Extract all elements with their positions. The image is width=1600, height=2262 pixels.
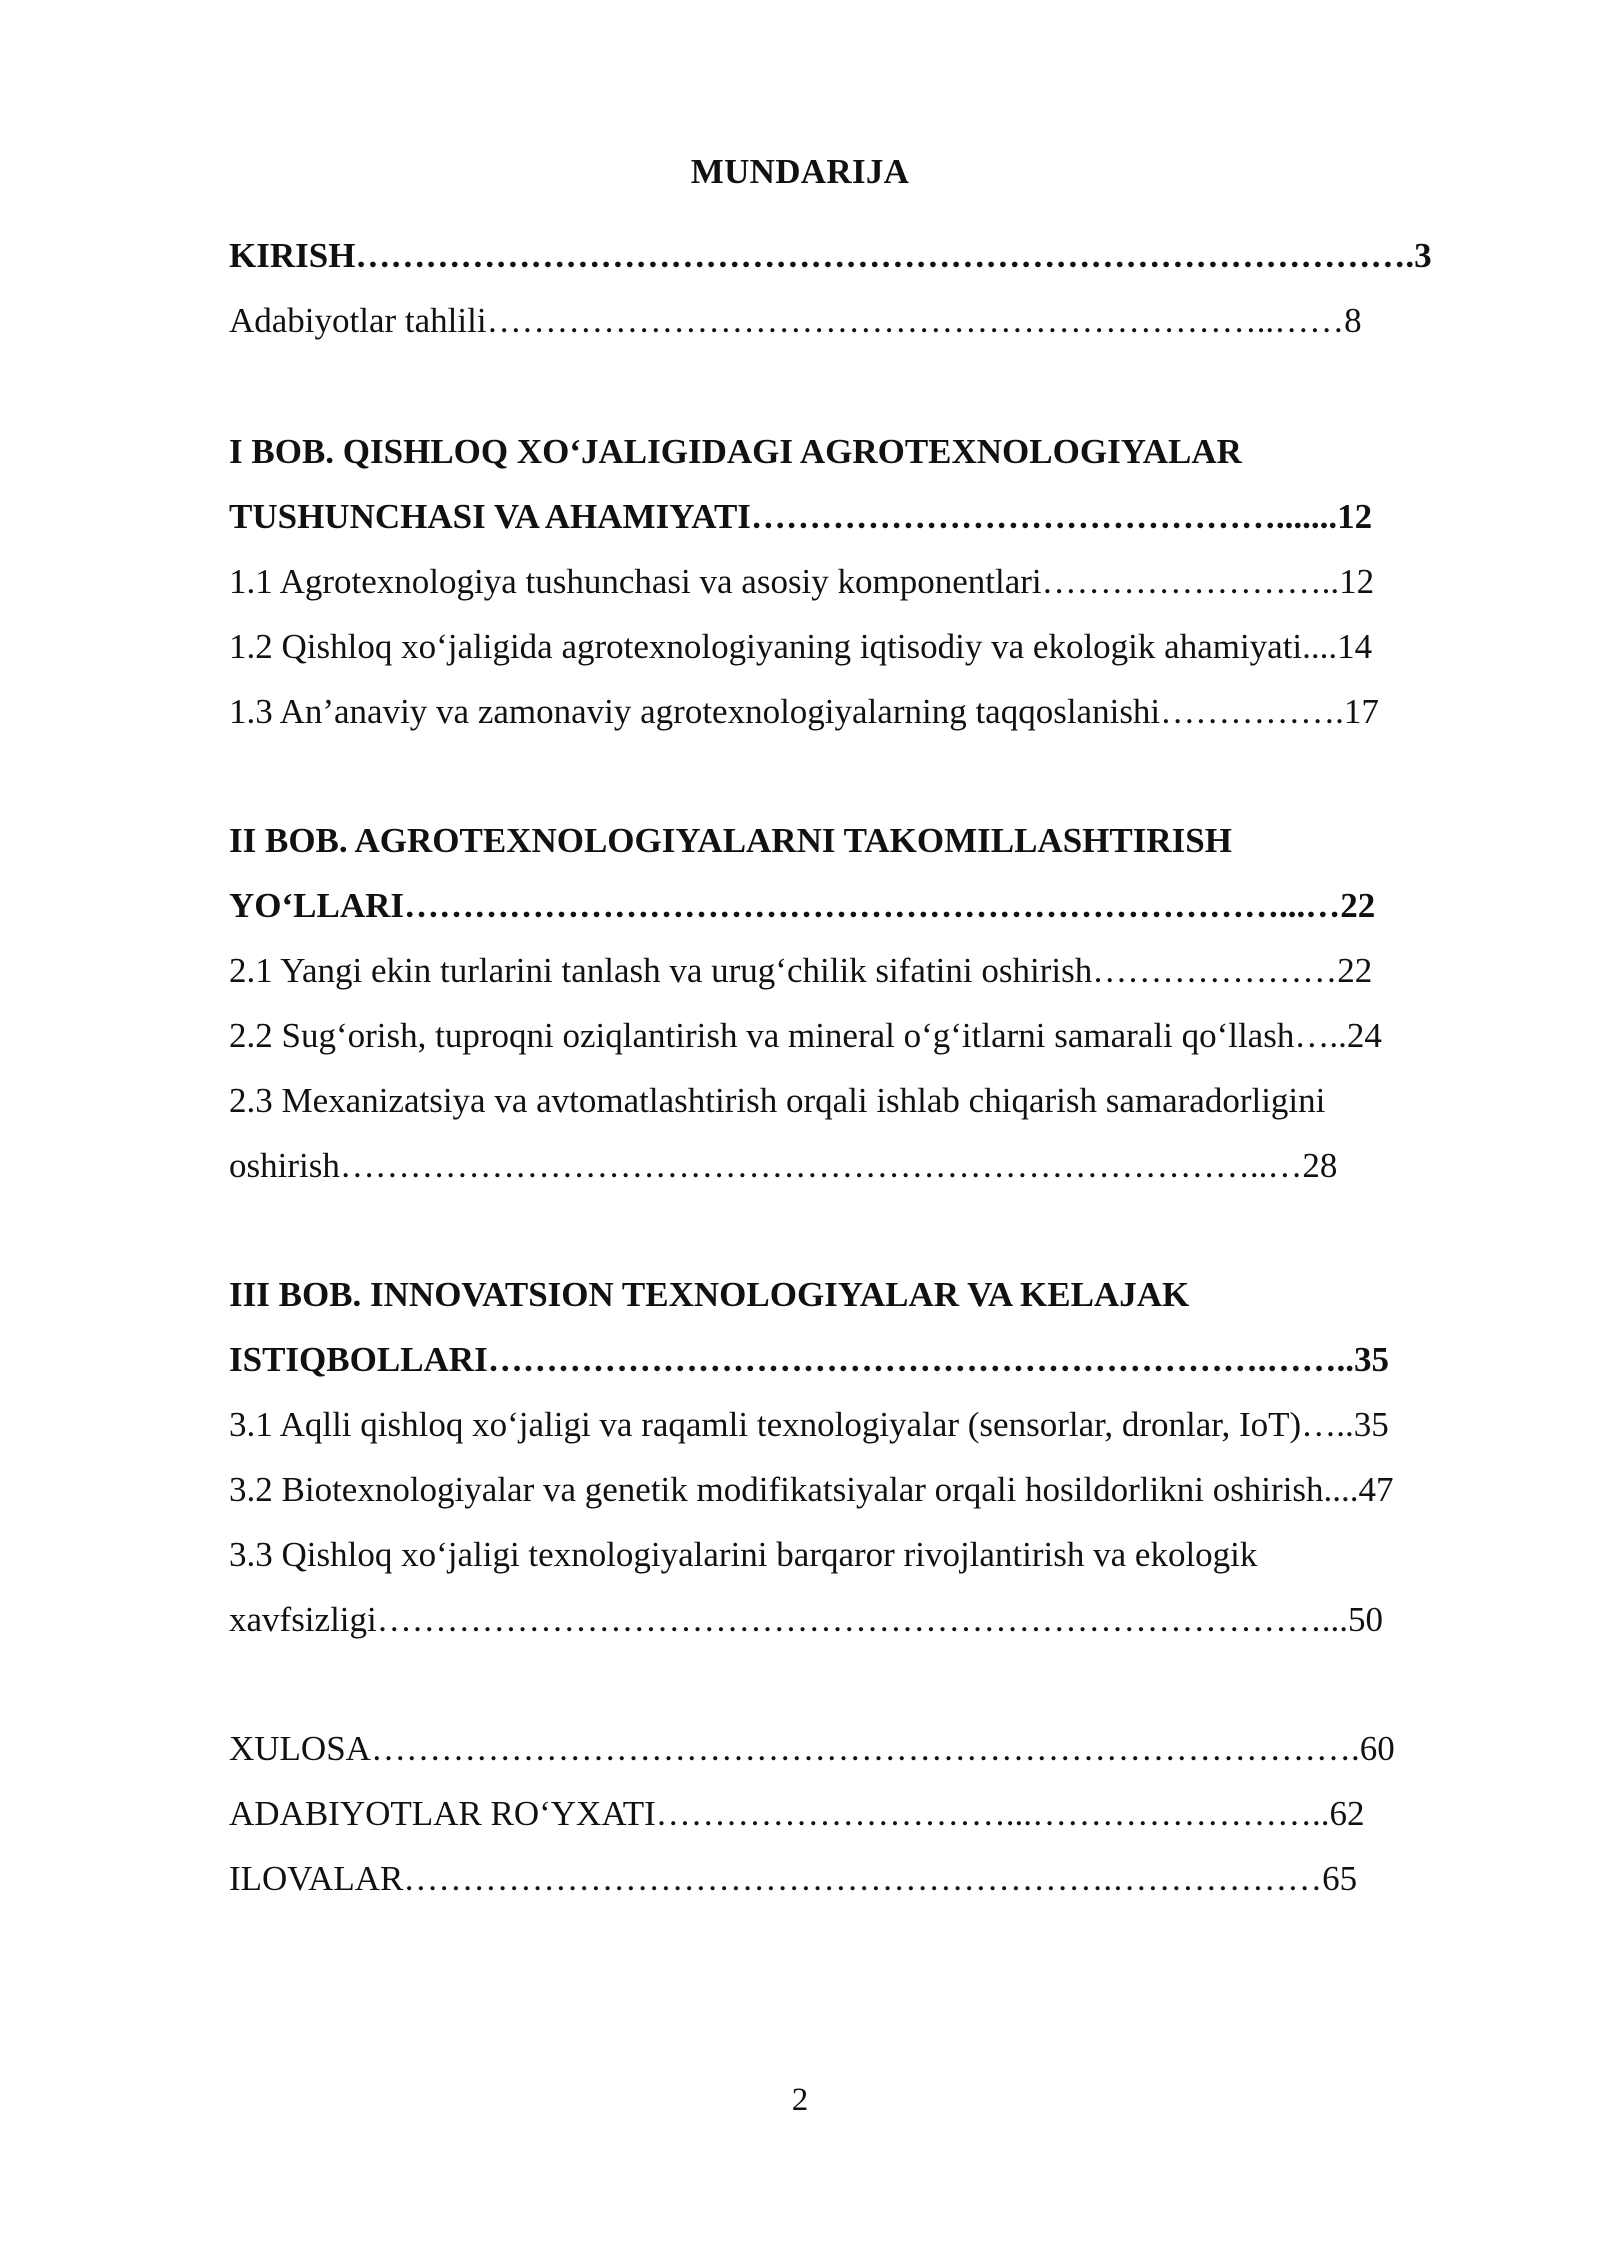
toc-chapter-1-title-line-2: TUSHUNCHASI VA AHAMIYATI……………………………………….......12 [229, 497, 1373, 536]
toc-entry-3-3-line-1: 3.3 Qishloq xo‘jaligi texnologiyalarini barqaror rivojlantirish va ekologik [229, 1535, 1258, 1574]
toc-entry-2-2: 2.2 Sug‘orish, tuproqni oziqlantirish va mineral o‘g‘itlarni samarali qo‘llash…..24 [229, 1016, 1382, 1055]
toc-entry-2-1: 2.1 Yangi ekin turlarini tanlash va urug‘chilik sifatini oshirish…………………22 [229, 951, 1373, 990]
toc-chapter-1-title-line-1: I BOB. QISHLOQ XO‘JALIGIDAGI AGROTEXNOLOGIYALAR [229, 432, 1242, 471]
toc-entry-3-2: 3.2 Biotexnologiyalar va genetik modifikatsiyalar orqali hosildorlikni oshirish....47 [229, 1470, 1394, 1509]
toc-entry-adabiyotlar-tahlili: Adabiyotlar tahlili…………………………………………………………..……8 [229, 301, 1362, 340]
toc-entry-3-1: 3.1 Aqlli qishloq xo‘jaligi va raqamli texnologiyalar (sensorlar, dronlar, IoT)…..35 [229, 1405, 1389, 1444]
toc-entry-xulosa: XULOSA………………………………………………………………………….60 [229, 1729, 1395, 1768]
toc-chapter-3-title-line-1: III BOB. INNOVATSION TEXNOLOGIYALAR VA KELAJAK [229, 1275, 1190, 1314]
page-number: 2 [791, 2082, 809, 2118]
toc-entry-1-2: 1.2 Qishloq xo‘jaligida agrotexnologiyaning iqtisodiy va ekologik ahamiyati....14 [229, 627, 1373, 666]
toc-chapter-2-title-line-2: YO‘LLARI…………………………………………………………………...…22 [229, 886, 1376, 925]
toc-chapter-3-title-line-2: ISTIQBOLLARI………………………………………………………….……..35 [229, 1340, 1389, 1379]
toc-heading: MUNDARIJA [690, 152, 910, 191]
toc-entry-3-3-line-2: xavfsizligi………………………………………………………………………...50 [229, 1600, 1383, 1639]
toc-entry-2-3-line-1: 2.3 Mexanizatsiya va avtomatlashtirish orqali ishlab chiqarish samaradorligini [229, 1081, 1326, 1120]
toc-entry-1-3: 1.3 An’anaviy va zamonaviy agrotexnologiyalarning taqqoslanishi…………….17 [229, 692, 1379, 731]
toc-entry-adabiyotlar-royxati: ADABIYOTLAR RO‘YXATI…………………………...……………………..62 [229, 1794, 1365, 1833]
toc-entry-1-1: 1.1 Agrotexnologiya tushunchasi va asosiy komponentlari……………………..12 [229, 562, 1375, 601]
toc-entry-kirish: KIRISH……………………………………………………………………………….3 [229, 236, 1432, 275]
toc-entry-ilovalar: ILOVALAR…………………………………………………….………………65 [229, 1859, 1358, 1898]
toc-chapter-2-title-line-1: II BOB. AGROTEXNOLOGIYALARNI TAKOMILLASHTIRISH [229, 821, 1232, 860]
toc-entry-2-3-line-2: oshirish……………………………………………………………………..…28 [229, 1146, 1338, 1185]
